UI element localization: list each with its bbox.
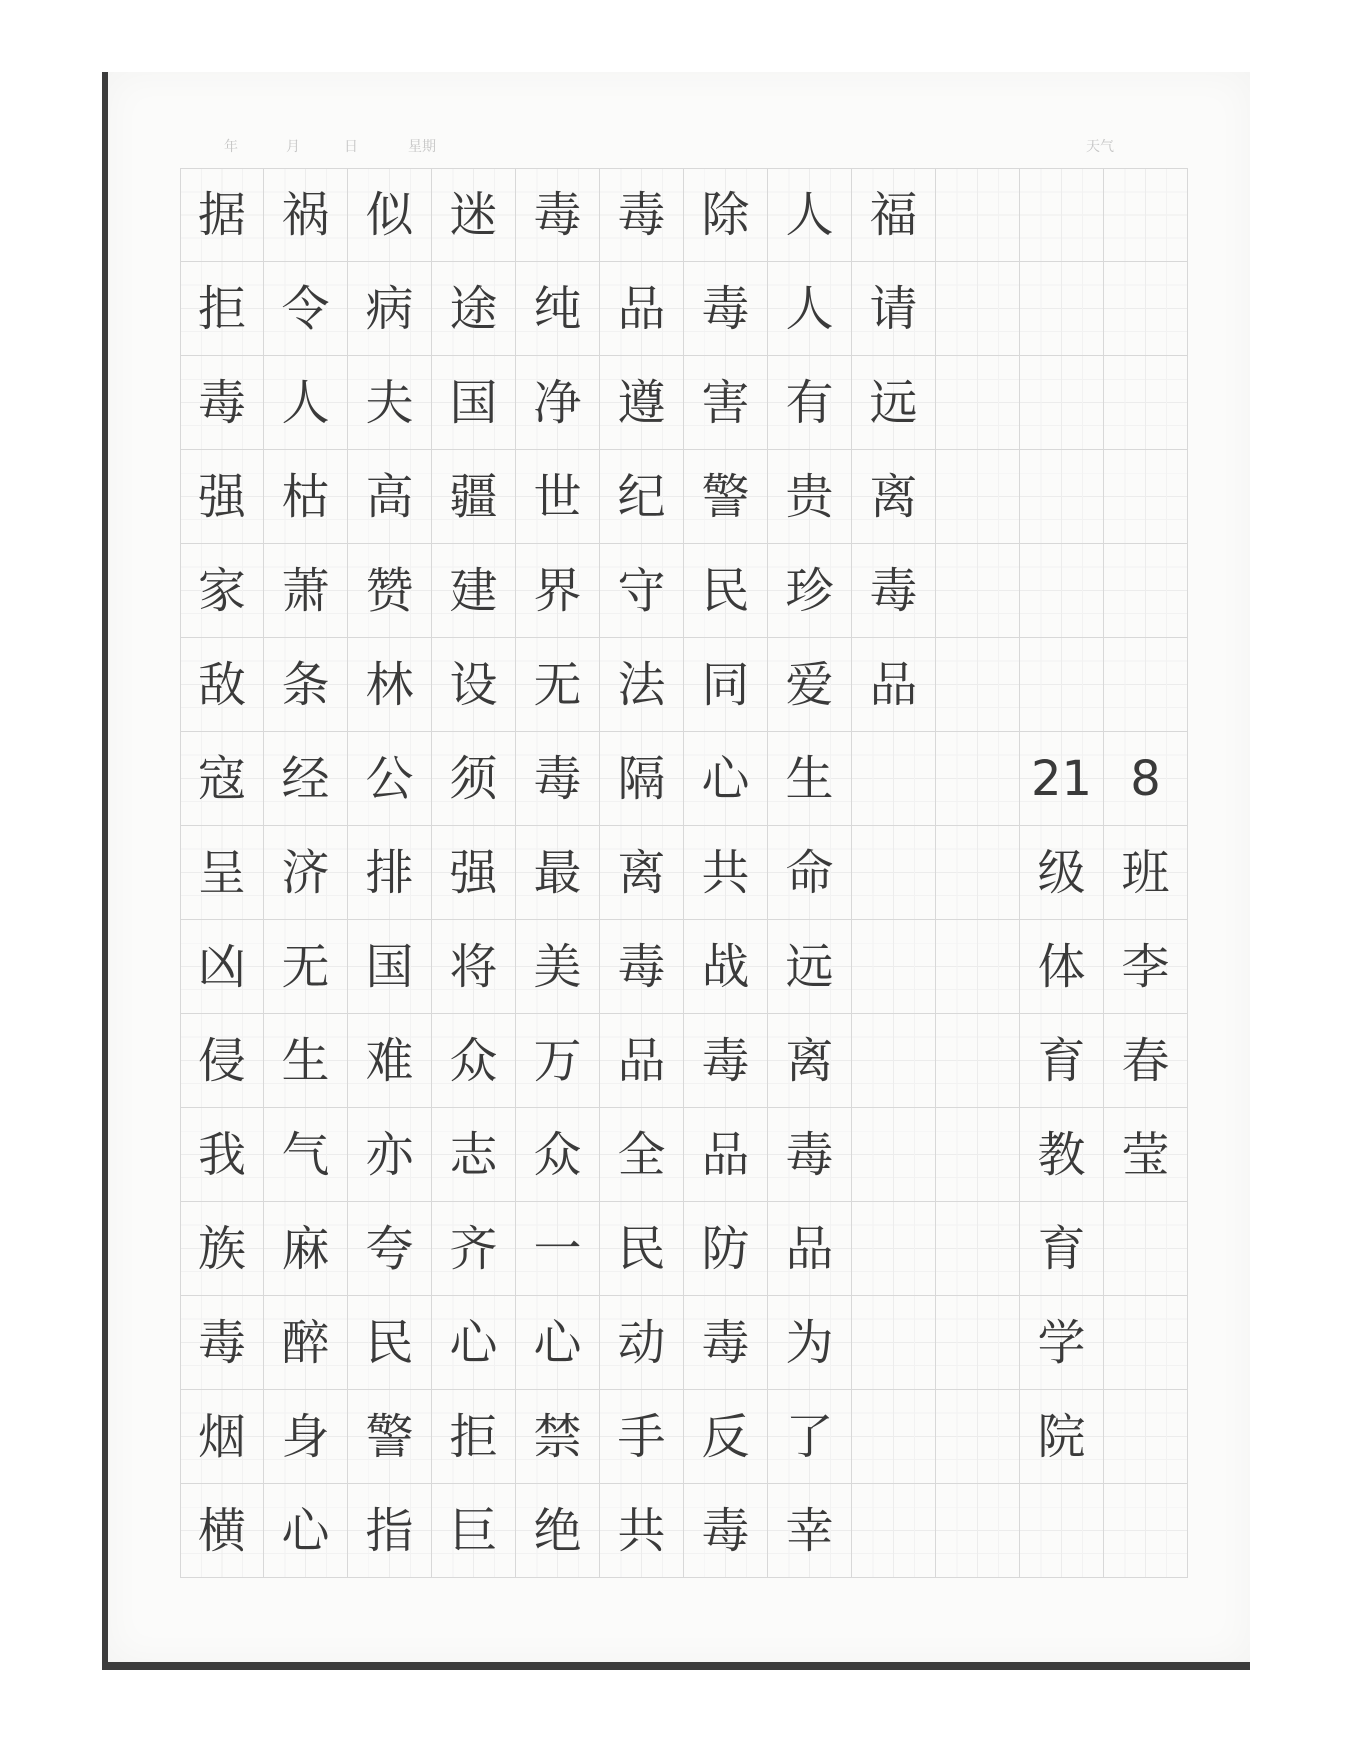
grid-cell: 难 bbox=[348, 1014, 432, 1108]
grid-cell: 美 bbox=[516, 920, 600, 1014]
grid-cell bbox=[852, 1202, 936, 1296]
grid-cell bbox=[936, 544, 1020, 638]
grid-cell: 远 bbox=[852, 356, 936, 450]
grid-cell: 心 bbox=[516, 1296, 600, 1390]
grid-cell: 世 bbox=[516, 450, 600, 544]
grid-cell: 枯 bbox=[264, 450, 348, 544]
grid-cell bbox=[852, 826, 936, 920]
grid-cell: 隔 bbox=[600, 732, 684, 826]
grid-cell: 国 bbox=[432, 356, 516, 450]
grid-cell: 共 bbox=[600, 1484, 684, 1578]
grid-cell bbox=[936, 1296, 1020, 1390]
grid-cell bbox=[1104, 1484, 1188, 1578]
grid-cell: 体 bbox=[1020, 920, 1104, 1014]
grid-cell: 爱 bbox=[768, 638, 852, 732]
grid-cell: 醉 bbox=[264, 1296, 348, 1390]
grid-cell: 了 bbox=[768, 1390, 852, 1484]
grid-cell: 品 bbox=[600, 262, 684, 356]
grid-cell bbox=[852, 1108, 936, 1202]
grid-cell: 须 bbox=[432, 732, 516, 826]
grid-cell: 凶 bbox=[180, 920, 264, 1014]
grid-cell: 毒 bbox=[768, 1108, 852, 1202]
grid-cell: 毒 bbox=[684, 1014, 768, 1108]
grid-cell: 设 bbox=[432, 638, 516, 732]
grid-cell: 无 bbox=[264, 920, 348, 1014]
grid-cell: 麻 bbox=[264, 1202, 348, 1296]
grid-cell bbox=[852, 1484, 936, 1578]
character-grid bbox=[180, 168, 1188, 1578]
grid-cell: 离 bbox=[852, 450, 936, 544]
grid-cell: 烟 bbox=[180, 1390, 264, 1484]
grid-cell: 气 bbox=[264, 1108, 348, 1202]
grid-cell bbox=[1104, 262, 1188, 356]
grid-cell: 呈 bbox=[180, 826, 264, 920]
grid-cell bbox=[936, 826, 1020, 920]
grid-cell: 夸 bbox=[348, 1202, 432, 1296]
grid-cell: 将 bbox=[432, 920, 516, 1014]
grid-cell: 全 bbox=[600, 1108, 684, 1202]
grid-cell: 夫 bbox=[348, 356, 432, 450]
grid-cell bbox=[936, 356, 1020, 450]
grid-cell: 育 bbox=[1020, 1202, 1104, 1296]
grid-cell: 亦 bbox=[348, 1108, 432, 1202]
grid-cell: 排 bbox=[348, 826, 432, 920]
grid-cell: 警 bbox=[684, 450, 768, 544]
grid-cell: 班 bbox=[1104, 826, 1188, 920]
grid-cell: 寇 bbox=[180, 732, 264, 826]
grid-cell: 绝 bbox=[516, 1484, 600, 1578]
grid-cell: 毒 bbox=[600, 168, 684, 262]
month-label: 月 bbox=[286, 139, 300, 155]
grid-cell: 学 bbox=[1020, 1296, 1104, 1390]
grid-cell: 毒 bbox=[180, 1296, 264, 1390]
grid-cell: 毒 bbox=[516, 168, 600, 262]
grid-cell bbox=[1104, 168, 1188, 262]
grid-cell bbox=[1020, 638, 1104, 732]
grid-cell bbox=[936, 450, 1020, 544]
grid-cell: 手 bbox=[600, 1390, 684, 1484]
grid-cell: 有 bbox=[768, 356, 852, 450]
weekday-label: 星期 bbox=[408, 139, 436, 155]
grid-cell: 远 bbox=[768, 920, 852, 1014]
grid-cell: 请 bbox=[852, 262, 936, 356]
grid-cell bbox=[1104, 1202, 1188, 1296]
grid-cell: 禁 bbox=[516, 1390, 600, 1484]
grid-cell: 身 bbox=[264, 1390, 348, 1484]
grid-cell: 众 bbox=[516, 1108, 600, 1202]
grid-cell bbox=[1104, 544, 1188, 638]
grid-cell: 众 bbox=[432, 1014, 516, 1108]
grid-cell bbox=[936, 920, 1020, 1014]
grid-cell: 毒 bbox=[852, 544, 936, 638]
grid-cell: 幸 bbox=[768, 1484, 852, 1578]
grid-cell: 同 bbox=[684, 638, 768, 732]
grid-cell: 品 bbox=[684, 1108, 768, 1202]
grid-cell: 福 bbox=[852, 168, 936, 262]
grid-cell: 指 bbox=[348, 1484, 432, 1578]
grid-cell: 家 bbox=[180, 544, 264, 638]
grid-cell: 强 bbox=[180, 450, 264, 544]
grid-cell bbox=[1020, 356, 1104, 450]
grid-cell: 拒 bbox=[180, 262, 264, 356]
grid-cell: 令 bbox=[264, 262, 348, 356]
grid-cell bbox=[1020, 168, 1104, 262]
grid-cell: 为 bbox=[768, 1296, 852, 1390]
grid-cell: 贵 bbox=[768, 450, 852, 544]
grid-cell bbox=[852, 1296, 936, 1390]
grid-cell: 毒 bbox=[600, 920, 684, 1014]
grid-cell: 万 bbox=[516, 1014, 600, 1108]
grid-cell: 心 bbox=[684, 732, 768, 826]
grid-cell: 法 bbox=[600, 638, 684, 732]
grid-cell: 最 bbox=[516, 826, 600, 920]
grid-cell bbox=[1020, 450, 1104, 544]
grid-cell: 无 bbox=[516, 638, 600, 732]
grid-cell: 侵 bbox=[180, 1014, 264, 1108]
weather-label: 天气 bbox=[1086, 139, 1114, 155]
grid-cell: 我 bbox=[180, 1108, 264, 1202]
grid-cell: 战 bbox=[684, 920, 768, 1014]
grid-cell bbox=[936, 1484, 1020, 1578]
grid-cell: 品 bbox=[600, 1014, 684, 1108]
grid-cell: 高 bbox=[348, 450, 432, 544]
grid-cell: 国 bbox=[348, 920, 432, 1014]
year-label: 年 bbox=[224, 139, 238, 155]
grid-cell bbox=[1104, 1390, 1188, 1484]
grid-cell: 强 bbox=[432, 826, 516, 920]
grid-cell bbox=[852, 732, 936, 826]
grid-cell: 建 bbox=[432, 544, 516, 638]
grid-cell: 21 bbox=[1020, 732, 1104, 826]
practice-paper bbox=[102, 72, 1250, 1670]
grid-cell: 人 bbox=[768, 262, 852, 356]
grid-cell: 离 bbox=[768, 1014, 852, 1108]
grid-cell bbox=[1020, 262, 1104, 356]
grid-cell: 似 bbox=[348, 168, 432, 262]
grid-cell bbox=[1104, 450, 1188, 544]
grid-cell: 林 bbox=[348, 638, 432, 732]
grid-cell: 据 bbox=[180, 168, 264, 262]
grid-cell: 8 bbox=[1104, 732, 1188, 826]
grid-cell: 品 bbox=[768, 1202, 852, 1296]
grid-cell bbox=[936, 1014, 1020, 1108]
grid-cell: 一 bbox=[516, 1202, 600, 1296]
grid-cell: 动 bbox=[600, 1296, 684, 1390]
grid-cell: 横 bbox=[180, 1484, 264, 1578]
grid-cell: 界 bbox=[516, 544, 600, 638]
grid-cell: 李 bbox=[1104, 920, 1188, 1014]
grid-cell: 族 bbox=[180, 1202, 264, 1296]
grid-cell: 巨 bbox=[432, 1484, 516, 1578]
grid-cell: 害 bbox=[684, 356, 768, 450]
grid-cell: 祸 bbox=[264, 168, 348, 262]
grid-cell: 生 bbox=[768, 732, 852, 826]
grid-cell bbox=[936, 732, 1020, 826]
day-label: 日 bbox=[344, 139, 358, 155]
grid-cell bbox=[936, 262, 1020, 356]
grid-cell bbox=[852, 1390, 936, 1484]
grid-cell: 疆 bbox=[432, 450, 516, 544]
grid-cell: 莹 bbox=[1104, 1108, 1188, 1202]
grid-cell bbox=[936, 638, 1020, 732]
grid-cell: 民 bbox=[348, 1296, 432, 1390]
grid-cell: 毒 bbox=[684, 262, 768, 356]
grid-cell: 迷 bbox=[432, 168, 516, 262]
grid-cell: 齐 bbox=[432, 1202, 516, 1296]
grid-cell: 毒 bbox=[180, 356, 264, 450]
grid-cell: 离 bbox=[600, 826, 684, 920]
grid-cell: 警 bbox=[348, 1390, 432, 1484]
grid-cell: 除 bbox=[684, 168, 768, 262]
grid-cell: 级 bbox=[1020, 826, 1104, 920]
grid-cell: 拒 bbox=[432, 1390, 516, 1484]
grid-cell: 心 bbox=[432, 1296, 516, 1390]
grid-cell: 赞 bbox=[348, 544, 432, 638]
grid-cell: 春 bbox=[1104, 1014, 1188, 1108]
grid-cell: 育 bbox=[1020, 1014, 1104, 1108]
grid-cell: 品 bbox=[852, 638, 936, 732]
grid-cell: 院 bbox=[1020, 1390, 1104, 1484]
grid-cell: 纯 bbox=[516, 262, 600, 356]
grid-cell bbox=[936, 168, 1020, 262]
grid-cell: 净 bbox=[516, 356, 600, 450]
grid-cell bbox=[852, 920, 936, 1014]
grid-cell bbox=[1104, 356, 1188, 450]
grid-cell bbox=[852, 1014, 936, 1108]
grid-cell: 济 bbox=[264, 826, 348, 920]
grid-cell: 志 bbox=[432, 1108, 516, 1202]
grid-cell: 公 bbox=[348, 732, 432, 826]
grid-cell: 人 bbox=[768, 168, 852, 262]
grid-cell: 毒 bbox=[684, 1484, 768, 1578]
grid-cell: 经 bbox=[264, 732, 348, 826]
grid-cell: 条 bbox=[264, 638, 348, 732]
grid-cell bbox=[936, 1202, 1020, 1296]
grid-cell bbox=[936, 1108, 1020, 1202]
grid-cell: 民 bbox=[684, 544, 768, 638]
grid-cell bbox=[1020, 544, 1104, 638]
grid-cell bbox=[1020, 1484, 1104, 1578]
grid-cell: 纪 bbox=[600, 450, 684, 544]
grid-cell: 萧 bbox=[264, 544, 348, 638]
grid-cell: 毒 bbox=[516, 732, 600, 826]
grid-cell: 人 bbox=[264, 356, 348, 450]
date-header bbox=[108, 136, 1250, 160]
grid-cell: 共 bbox=[684, 826, 768, 920]
grid-cell: 守 bbox=[600, 544, 684, 638]
grid-cell: 民 bbox=[600, 1202, 684, 1296]
grid-cell: 遵 bbox=[600, 356, 684, 450]
grid-cell: 心 bbox=[264, 1484, 348, 1578]
grid-cell: 敌 bbox=[180, 638, 264, 732]
grid-cell: 生 bbox=[264, 1014, 348, 1108]
grid-cell: 反 bbox=[684, 1390, 768, 1484]
grid-cell: 命 bbox=[768, 826, 852, 920]
grid-cell: 毒 bbox=[684, 1296, 768, 1390]
grid-cell: 教 bbox=[1020, 1108, 1104, 1202]
grid-cell: 防 bbox=[684, 1202, 768, 1296]
grid-cell: 珍 bbox=[768, 544, 852, 638]
grid-cell bbox=[1104, 1296, 1188, 1390]
grid-cell: 病 bbox=[348, 262, 432, 356]
grid-cell: 途 bbox=[432, 262, 516, 356]
grid-cell bbox=[936, 1390, 1020, 1484]
grid-cell bbox=[1104, 638, 1188, 732]
